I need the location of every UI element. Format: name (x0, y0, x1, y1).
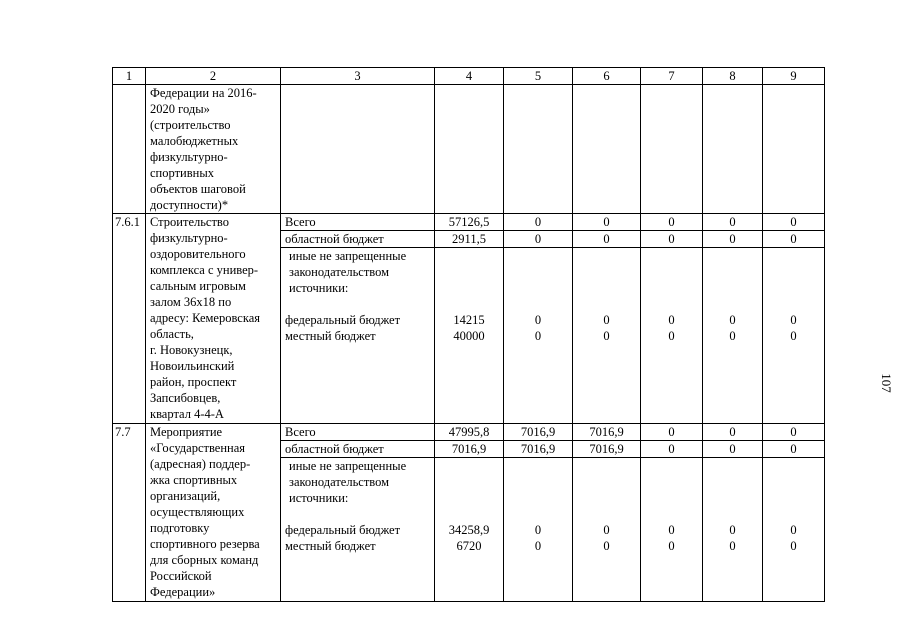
source-label: Всего (281, 424, 435, 441)
value-cell: 0 (703, 231, 763, 248)
value-cell: 0 (641, 424, 703, 441)
value-cell: 0 (668, 313, 675, 327)
value-cell: 0 (790, 539, 797, 553)
value-cell: 0 (534, 313, 542, 327)
value-cell: 0 (790, 313, 797, 327)
header-cell: 3 (281, 68, 435, 85)
value-cell: 0 (668, 523, 675, 537)
item-number: 7.7 (113, 424, 146, 602)
item-number: 7.6.1 (113, 214, 146, 424)
value-cell: 0 (763, 214, 825, 231)
value-cell: 0 (641, 231, 703, 248)
header-row (113, 68, 825, 85)
source-label: местный бюджет (285, 539, 376, 553)
value-cell: 0 (729, 539, 736, 553)
value-cell: 40000 (453, 329, 485, 343)
source-label: федеральный бюджет (285, 313, 401, 327)
source-label: местный бюджет (285, 329, 376, 343)
value-cell: 0 (534, 523, 542, 537)
value-cell: 0 (504, 214, 573, 231)
value-cell: 2911,5 (435, 231, 504, 248)
value-cell: 0 (763, 424, 825, 441)
value-cell: 0 (603, 329, 610, 343)
header-cell: 1 (113, 68, 146, 85)
value-cell: 0 (573, 231, 641, 248)
value-cell: 0 (729, 523, 736, 537)
description-cell: Федерации на 2016- 2020 годы» (строительство малобюджетных физкультурно- спортивных объектов шаговой доступности)* (146, 85, 281, 214)
value-cell: 14215 (453, 313, 485, 327)
header-cell: 9 (763, 68, 825, 85)
source-label: федеральный бюджет (285, 523, 401, 537)
description-cell: Строительство физкультурно- оздоровительного комплекса с универ- сальным игровым залом 36х18 по адресу: Кемеровская область, г. Новокузнецк, Новоильинский район, проспект Запсибовцев, квартал 4-4-А (146, 214, 281, 424)
header-cell: 8 (703, 68, 763, 85)
header-cell: 7 (641, 68, 703, 85)
value-cell: 0 (534, 329, 542, 343)
value-cell: 0 (729, 329, 736, 343)
table-row (113, 85, 825, 214)
value-cell: 0 (668, 539, 675, 553)
budget-table (112, 67, 825, 602)
value-cell: 0 (641, 214, 703, 231)
source-group (281, 458, 435, 602)
value-cell: 0 (603, 313, 610, 327)
description-cell: Мероприятие «Государственная (адресная) поддер- жка спортивных организаций, осуществляющих подготовку спортивного резерва для сборных команд Российской Федерации» (146, 424, 281, 602)
source-group (281, 248, 435, 424)
value-cell: 6720 (456, 539, 482, 553)
value-cell: 0 (603, 523, 610, 537)
value-cell: 0 (603, 539, 610, 553)
source-label: областной бюджет (281, 231, 435, 248)
value-cell: 0 (763, 231, 825, 248)
value-cell: 57126,5 (435, 214, 504, 231)
value-cell: 0 (668, 329, 675, 343)
header-cell: 2 (146, 68, 281, 85)
value-cell: 0 (703, 214, 763, 231)
value-cell: 0 (790, 523, 797, 537)
table-row (113, 214, 825, 231)
page-number: 107 (878, 373, 894, 393)
value-cell: 0 (573, 214, 641, 231)
value-cell: 7016,9 (435, 441, 504, 458)
value-cell: 7016,9 (504, 441, 573, 458)
value-cell: 0 (703, 424, 763, 441)
value-cell: 0 (534, 539, 542, 553)
header-cell: 4 (435, 68, 504, 85)
value-cell: 0 (790, 329, 797, 343)
value-cell: 0 (703, 441, 763, 458)
value-cell: 0 (729, 313, 736, 327)
source-label: Всего (281, 214, 435, 231)
header-cell: 5 (504, 68, 573, 85)
header-cell: 6 (573, 68, 641, 85)
value-cell: 0 (641, 441, 703, 458)
value-cell: 0 (763, 441, 825, 458)
value-cell: 7016,9 (504, 424, 573, 441)
value-cell: 34258,9 (448, 523, 490, 537)
value-cell: 47995,8 (435, 424, 504, 441)
table-row (113, 424, 825, 441)
value-cell: 7016,9 (573, 441, 641, 458)
value-cell: 0 (504, 231, 573, 248)
other-sources-label: иные не запрещенные законодательством источники: (289, 249, 407, 295)
other-sources-label: иные не запрещенные законодательством источники: (289, 459, 407, 505)
source-label: областной бюджет (281, 441, 435, 458)
value-cell: 7016,9 (573, 424, 641, 441)
